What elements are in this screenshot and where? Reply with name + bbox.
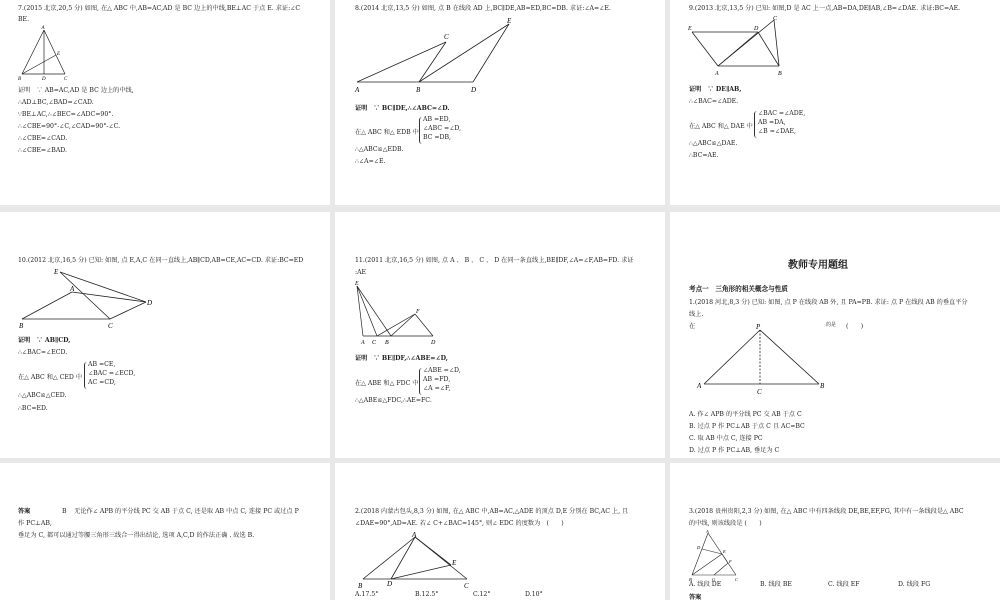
proof11-sys-1: ∠ABE =∠D,	[423, 367, 461, 374]
fig8-label-e: E	[507, 17, 512, 25]
proof7-line-5: ∴∠CBE=∠CAD.	[18, 135, 68, 142]
fig10-side-ba	[22, 292, 72, 319]
fig10-label-d: D	[147, 299, 153, 307]
proof10-sys-1: AB =CE,	[88, 361, 116, 368]
proof9-sys-2: AB =DA,	[758, 119, 786, 126]
teacher-q1-figure	[694, 322, 837, 398]
fig8-side-ed	[473, 24, 509, 82]
teacher-q2-side-ad	[391, 537, 415, 579]
teacher-q2-option-b: B.12.5°	[415, 591, 439, 598]
teacher-q2-option-c: C.12°	[473, 591, 491, 598]
teacher-q3-question: 3.(2018 贵州贵阳,2,3 分) 如图, 在△ ABC 中有四条线段 DE,BE,EF,FG, 其中有一条线段是△ ABC	[689, 508, 964, 515]
teacher-q1-answer-panel	[0, 463, 330, 600]
proof11-line-2: 在△ ABE 和△ FDC 中	[355, 380, 419, 387]
teacher-q3-option-d: D. 线段 FG	[898, 581, 931, 588]
teacher-q2-label-b: B	[358, 582, 363, 590]
fig8-label-b: B	[416, 86, 421, 94]
teacher-q3-side-ab	[692, 533, 708, 575]
fig9-label-a: A	[715, 71, 719, 77]
fig10-side-ad	[72, 292, 146, 302]
fig10-line-eac	[60, 272, 110, 319]
fig7-label-a: A	[41, 26, 45, 31]
teacher-q1-option-d: D. 过点 P 作 PC⊥AB, 垂足为 C	[689, 447, 780, 454]
fig11-side-fc	[391, 314, 415, 336]
section-title: 教师专用题组	[788, 260, 848, 271]
fig9-side-ea	[692, 32, 718, 66]
teacher-q1-option-a: A. 作∠ APB 的平分线 PC 交 AB 于点 C	[689, 411, 802, 418]
teacher-q2-side-ab	[363, 537, 415, 579]
teacher-q1-answer-blank: ( )	[846, 323, 864, 330]
proof11-sys-2: AB =FD,	[423, 376, 451, 383]
teacher-fig-label-c: C	[757, 388, 762, 396]
fig8-side-be	[419, 24, 509, 82]
proof8-line-1: 证明 ∵ BC∥DE,∴∠ABC=∠D.	[355, 105, 450, 112]
problem-8-figure	[351, 14, 541, 96]
teacher-q3-label-c: C	[735, 577, 739, 581]
teacher-q1-option-c: C. 取 AB 中点 C, 连接 PC	[689, 435, 763, 442]
problem-9-figure	[686, 14, 796, 80]
fig11-label-d: D	[431, 340, 436, 346]
fig9-label-e: E	[688, 26, 692, 32]
proof9-line-5: ∴BC=AE.	[689, 152, 719, 159]
teacher-problems-panel	[670, 212, 1000, 458]
fig11-side-fb	[377, 314, 415, 336]
proof9-line-3: 在△ ABC 和△ DAE 中	[689, 123, 753, 130]
fig9-line-ad	[718, 32, 758, 66]
teacher-q2-option-d: D.10°	[525, 591, 543, 598]
proof7-line-3: ∵BE⊥AC,∴∠BEC=∠ADC=90°.	[18, 111, 114, 118]
fig7-side-ac	[44, 30, 65, 74]
answer-label: 答案	[18, 508, 31, 515]
problem-10-question: 10.(2012 北京,16,5 分) 已知: 如图, 点 E,A,C 在同一直线上,AB∥CD,AB=CE,AC=CD. 求证:BC=ED	[18, 257, 304, 264]
teacher-fig-label-a: A	[697, 382, 702, 390]
proof11-line-3: ∴△ABE≌△FDC,∴AE=FC.	[355, 397, 432, 404]
fig11-label-a: A	[361, 340, 365, 346]
proof7-line-1: 证明 ∵ AB=AC,AD 是 BC 边上的中线,	[18, 87, 134, 94]
teacher-q2-question: 2.(2018 内蒙古包头,8,3 分) 如图, 在△ ABC 中,AB=AC,△ADE 的顶点 D,E 分别在 BC,AC 上, 且	[355, 508, 629, 515]
answer-explanation-2: 作 PC⊥AB,	[18, 520, 52, 527]
teacher-q3-option-c: C. 线段 EF	[828, 581, 860, 588]
teacher-fig-label-p: P	[756, 323, 761, 331]
answer-explanation-3: 垂足为 C, 都可以通过等腰三角形三线合一得出结论, 选项 A,C,D 的作法正确 . 故选 B.	[18, 532, 255, 539]
proof9-sys-1: ∠BAC =∠ADE,	[758, 110, 806, 117]
problem-7-question: 7.(2015 北京,20,5 分) 如图, 在△ ABC 中,AB=AC,AD 是 BC 边上的中线,BE⊥AC 于点 E. 求证:∠C	[18, 5, 301, 12]
fig10-label-a: A	[70, 285, 75, 293]
teacher-q3-label-d: D	[697, 545, 701, 550]
proof9-line-1: 证明 ∵ DE∥AB,	[689, 86, 742, 93]
fig8-label-c: C	[444, 33, 449, 41]
fig7-label-c: C	[64, 77, 68, 82]
teacher-q2-panel	[335, 463, 665, 600]
teacher-fig-side-pb	[760, 330, 819, 384]
problem-8-question: 8.(2014 北京,13,5 分) 如图, 点 B 在线段 AD 上,BC∥DE,AB=ED,BC=DB. 求证:∠A=∠E.	[355, 5, 611, 12]
fig11-label-c: C	[372, 340, 377, 346]
topic-heading: 考点一 三角形的相关概念与性质	[689, 285, 788, 293]
problem-7-figure	[14, 24, 74, 82]
fig9-label-d: D	[754, 26, 759, 32]
teacher-q1-question-cont: 线上.	[689, 311, 704, 318]
proof7-line-4: ∴∠CBE=90°-∠C,∠CAD=90°-∠C.	[18, 123, 121, 130]
proof7-line-2: ∴AD⊥BC,∠BAD=∠CAD.	[18, 99, 94, 106]
teacher-q3-label-f: F	[729, 559, 732, 564]
teacher-q3-label-e: E	[723, 549, 726, 554]
fig10-label-c: C	[108, 322, 113, 330]
proof8-line-4: ∴∠A=∠E.	[355, 158, 386, 165]
proof9-line-4: ∴△ABC≌△DAE.	[689, 140, 738, 147]
fig7-label-e: E	[57, 52, 61, 57]
proof11-sys-3: ∠A =∠F,	[423, 385, 451, 392]
problem-11-question: 11.(2011 北京,16,5 分) 如图, 点 A 、 B 、 C 、 D 在同一条直线上,BE∥DF,∠A=∠F,AB=FD. 求证	[355, 257, 634, 264]
proof10-sys-3: AC =CD,	[88, 379, 116, 386]
problem-11-figure	[351, 278, 441, 346]
proof9-sys-3: ∠B =∠DAE,	[758, 128, 796, 135]
proof8-sys-3: BC =DB,	[423, 134, 452, 141]
teacher-q1-question: 1.(2018 河北,8,3 分) 已知: 如图, 点 P 在线段 AB 外, 且 PA=PB. 求证: 点 P 在线段 AB 的垂直平分	[689, 299, 968, 306]
teacher-q2-label-e: E	[452, 559, 457, 567]
proof8-sys-1: AB =ED,	[423, 116, 451, 123]
answer-letter: B	[62, 508, 67, 515]
fig8-label-d: D	[471, 86, 477, 94]
fig7-side-ab	[22, 30, 44, 74]
fig11-label-e: E	[355, 281, 359, 287]
teacher-fig-side-pa	[704, 330, 760, 384]
proof11-line-1: 证明 ∵ BE∥DF,∴∠ABE=∠D,	[355, 355, 448, 362]
teacher-q3-answer-label: 答案	[689, 594, 702, 600]
proof9-line-2: ∴∠BAC=∠ADE.	[689, 98, 739, 105]
teacher-q3-panel	[670, 463, 1000, 600]
teacher-q2-option-a: A.17.5°	[355, 591, 379, 598]
problem-9-question: 9.(2013 北京,13,5 分) 已知: 如图,D 是 AC 上一点,AB=DA,DE∥AB,∠B=∠DAE. 求证:BC=AE.	[689, 5, 961, 12]
teacher-q3-figure	[688, 529, 744, 581]
proof8-sys-2: ∠ABC =∠D,	[423, 125, 462, 132]
teacher-q1-question-start: 在	[689, 323, 696, 330]
fig10-side-cd	[110, 302, 146, 319]
teacher-q1-question-tail: 的是	[826, 322, 837, 328]
fig8-label-a: A	[355, 86, 360, 94]
problem-11-question-cont: :AE	[355, 269, 367, 276]
problem-9-panel	[670, 0, 1000, 205]
fig11-label-f: F	[416, 309, 420, 315]
proof10-line-4: ∴△ABC≌△CED.	[18, 392, 67, 399]
teacher-q2-label-d: D	[387, 580, 393, 588]
fig9-label-b: B	[778, 71, 782, 77]
teacher-q2-side-de	[391, 565, 451, 579]
teacher-q3-segment-fg	[714, 563, 728, 575]
problem-10-panel	[0, 212, 330, 458]
proof10-line-1: 证明 ∵ AB∥CD,	[18, 337, 71, 344]
fig7-label-b: B	[18, 77, 22, 82]
teacher-q2-label-a: A	[412, 531, 417, 539]
teacher-q2-question-cont: ∠DAE=90°,AD=AE. 若∠ C+∠BAC=145°, 则∠ EDC 的度数为 ( )	[355, 520, 564, 527]
fig11-label-b: B	[385, 340, 389, 346]
fig9-label-c: C	[773, 16, 778, 22]
problem-10-figure	[14, 264, 164, 330]
proof10-sys-2: ∠BAC =∠ECD,	[88, 370, 136, 377]
problem-8-panel	[335, 0, 665, 205]
teacher-q3-label-g: G	[712, 577, 716, 581]
teacher-q2-figure	[355, 531, 475, 591]
problem-7-question-cont: BE.	[18, 16, 30, 23]
teacher-q2-side-ae	[415, 537, 451, 565]
proof8-line-2: 在△ ABC 和△ EDB 中	[355, 129, 419, 136]
proof8-line-3: ∴△ABC≌△EDB.	[355, 146, 404, 153]
fig11-side-fd	[415, 314, 433, 336]
proof10-line-5: ∴BC=ED.	[18, 405, 48, 412]
teacher-q3-option-b: B. 线段 BE	[760, 581, 792, 588]
proof10-line-2: ∴∠BAC=∠ECD.	[18, 349, 68, 356]
teacher-fig-label-b: B	[820, 382, 825, 390]
teacher-q3-label-b: B	[689, 577, 692, 581]
fig7-label-d: D	[42, 77, 46, 82]
teacher-q3-question-cont: 的中线, 则该线段是 ( )	[689, 520, 762, 527]
teacher-q3-segment-ef	[722, 554, 728, 563]
problem-7-panel	[0, 0, 330, 205]
teacher-q3-option-a: A. 线段 DE	[689, 581, 722, 588]
teacher-q3-label-a: A	[706, 529, 709, 534]
proof10-line-3: 在△ ABC 和△ CED 中	[18, 374, 83, 381]
problem-11-panel	[335, 212, 665, 458]
teacher-q1-option-b: B. 过点 P 作 PC⊥AB 于点 C 且 AC=BC	[689, 423, 805, 430]
answer-explanation-1: 无论作∠ APB 的平分线 PC 交 AB 于点 C, 还是取 AB 中点 C, 连接 PC 或过点 P	[68, 508, 299, 515]
teacher-q2-label-c: C	[464, 582, 469, 590]
proof7-line-6: ∴∠CBE=∠BAD.	[18, 147, 68, 154]
fig10-label-e: E	[54, 268, 59, 276]
fig10-label-b: B	[19, 322, 24, 330]
